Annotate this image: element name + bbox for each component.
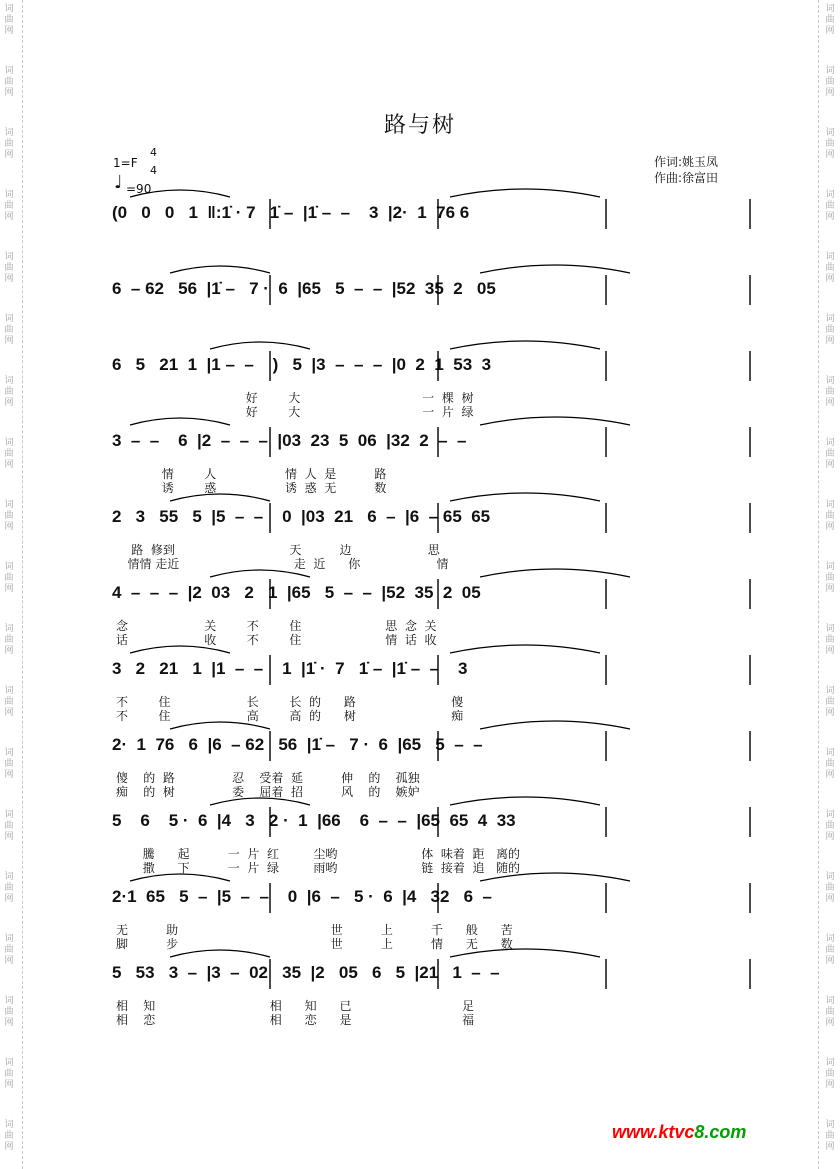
notation-row-8: 2· 1 76 6 |6 – 62 56 |1̇ – 7 · 6 |65 5 – – [112, 735, 483, 754]
slur-mark [210, 342, 310, 349]
notation-row-11: 5 53 3 – |3 – 02 35 |2 05 6 5 |21 1 – – [112, 963, 500, 982]
margin-watermark: 词 曲 网 [4, 1120, 14, 1152]
site-url-watermark [612, 1122, 746, 1143]
margin-watermark: 词 曲 网 [825, 996, 835, 1028]
lyric-line-5-1: 路 修到 天 边 思 [116, 543, 440, 557]
margin-watermark: 词 曲 网 [4, 252, 14, 284]
lyric-line-9-2: 撒 下 一 片 绿 雨哟 链 接着 追 随的 [116, 861, 520, 875]
slur-mark [480, 721, 630, 729]
margin-watermark: 词 曲 网 [4, 314, 14, 346]
slur-mark [130, 874, 230, 881]
lyric-line-4-1: 情 人 情 人 是 路 [116, 467, 387, 481]
lyric-line-7-2: 不 住 高 高 的 树 痴 [116, 709, 464, 723]
lyric-line-10-2: 脚 步 世 上 情 无 数 [116, 937, 513, 951]
lyric-line-3-1: 好 大 一 棵 树 [116, 391, 474, 405]
notation-row-5: 2 3 55 5 |5 – – 0 |03 21 6 – |6 – 65 65 [112, 507, 491, 526]
slur-mark [130, 418, 230, 425]
slur-mark [450, 949, 600, 957]
site-url-part2: 8.com [694, 1122, 747, 1142]
margin-watermark: 词 曲 网 [825, 252, 835, 284]
margin-watermark: 词 曲 网 [4, 624, 14, 656]
slur-mark [450, 797, 600, 805]
margin-watermark: 词 曲 网 [825, 66, 835, 98]
slur-mark [450, 493, 600, 501]
margin-watermark: 词 曲 网 [825, 934, 835, 966]
margin-watermark: 词 曲 网 [825, 1058, 835, 1090]
slur-mark [210, 798, 310, 805]
lyric-line-10-1: 无 助 世 上 千 般 苦 [116, 923, 513, 937]
lyric-line-7-1: 不 住 长 长 的 路 傻 [116, 695, 464, 709]
lyric-line-5-2: 情情 走近 走 近 你 情 [116, 557, 449, 571]
margin-watermark: 词 曲 网 [4, 4, 14, 36]
margin-watermark: 词 曲 网 [825, 314, 835, 346]
margin-watermark: 词 曲 网 [825, 376, 835, 408]
margin-watermark: 词 曲 网 [4, 934, 14, 966]
margin-watermark: 词 曲 网 [4, 996, 14, 1028]
margin-watermark: 词 曲 网 [825, 128, 835, 160]
lyric-line-6-2: 话 收 不 住 情 话 收 [116, 633, 437, 647]
notation-row-9: 5 6 5 · 6 |4 3 2 · 1 |66 6 – – |65 65 4 33 [112, 811, 516, 830]
time-signature-top: 4 [150, 146, 157, 159]
song-title: 路与树 [383, 113, 456, 138]
slur-mark [450, 645, 600, 653]
margin-watermark: 词 曲 网 [4, 190, 14, 222]
quarter-note-icon: ♩ [114, 172, 123, 193]
tempo-marking: =90 [126, 182, 152, 196]
slur-mark [450, 189, 600, 197]
slur-mark [130, 646, 230, 653]
margin-watermark: 词 曲 网 [825, 810, 835, 842]
site-url-part1: www.ktvc [612, 1122, 695, 1142]
lyric-line-11-1: 相 知 相 知 已 足 [116, 999, 475, 1013]
slur-mark [170, 494, 270, 501]
margin-watermark: 词 曲 网 [4, 66, 14, 98]
lyric-line-8-1: 傻 的 路 忍 受着 延 伸 的 孤独 [116, 771, 420, 785]
lyric-line-4-2: 诱 惑 诱 惑 无 数 [116, 481, 387, 495]
margin-watermark: 词 曲 网 [825, 624, 835, 656]
notation-row-10: 2·1 65 5 – |5 – – 0 |6 – 5 · 6 |4 32 6 – [112, 887, 492, 906]
margin-watermark: 词 曲 网 [4, 128, 14, 160]
lyric-line-6-1: 念 关 不 住 思 念 关 [116, 619, 437, 633]
margin-watermark: 词 曲 网 [4, 562, 14, 594]
key-signature: 1=F [113, 156, 138, 170]
notation-row-2: 6 – 62 56 |1̇ – 7 · 6 |65 5 – – |52 35 2 05 [112, 279, 496, 298]
margin-watermark: 词 曲 网 [825, 748, 835, 780]
slur-mark [170, 950, 270, 957]
slur-mark [170, 722, 270, 729]
margin-watermark: 词 曲 网 [825, 190, 835, 222]
margin-watermark: 词 曲 网 [4, 748, 14, 780]
slur-mark [170, 266, 270, 273]
margin-watermark: 词 曲 网 [4, 500, 14, 532]
margin-watermark: 词 曲 网 [4, 1058, 14, 1090]
margin-watermark: 词 曲 网 [4, 810, 14, 842]
notation-row-3: 6 5 21 1 |1 – – ) 5 |3 – – – |0 2 1 53 3 [112, 355, 492, 374]
margin-watermark: 词 曲 网 [825, 500, 835, 532]
lyric-line-8-2: 痴 的 树 委 屈着 招 风 的 嫉妒 [116, 785, 420, 799]
margin-watermark: 词 曲 网 [825, 438, 835, 470]
margin-watermark: 词 曲 网 [825, 872, 835, 904]
time-signature-bottom: 4 [150, 164, 157, 177]
slur-mark [130, 190, 230, 197]
lyric-line-9-1: 騰 起 一 片 红 尘哟 体 味着 距 离的 [116, 847, 520, 861]
slur-mark [480, 873, 630, 881]
notation-row-1: (0 0 0 1 ‖:1̇ · 7 1̇ – |1̇ – – 3 |2· 1 76 6 [112, 203, 470, 222]
margin-watermark: 词 曲 网 [825, 562, 835, 594]
lyricist-credit: 作词:姚玉凤 [654, 155, 719, 169]
margin-watermark: 词 曲 网 [825, 4, 835, 36]
slur-mark [450, 341, 600, 349]
notation-row-6: 4 – – – |2 03 2 1 |65 5 – – |52 35 2 05 [112, 583, 481, 602]
slur-mark [480, 569, 630, 577]
slur-mark [480, 265, 630, 273]
margin-watermark: 词 曲 网 [4, 376, 14, 408]
lyric-line-11-2: 相 恋 相 恋 是 福 [116, 1013, 475, 1027]
margin-watermark: 词 曲 网 [825, 1120, 835, 1152]
margin-watermark: 词 曲 网 [4, 686, 14, 718]
margin-watermark: 词 曲 网 [825, 686, 835, 718]
margin-watermark: 词 曲 网 [4, 872, 14, 904]
composer-credit: 作曲:徐富田 [654, 171, 719, 185]
lyric-line-3-2: 好 大 一 片 绿 [116, 405, 474, 419]
notation-row-4: 3 – – 6 |2 – – – |03 23 5 06 |32 2 – – [112, 431, 467, 450]
notation-row-7: 3 2 21 1 |1 – – 1 |1̇ · 7 1̇ – |1̇ – – 3 [112, 659, 468, 678]
slur-mark [480, 417, 630, 425]
slur-mark [210, 570, 310, 577]
margin-watermark: 词 曲 网 [4, 438, 14, 470]
